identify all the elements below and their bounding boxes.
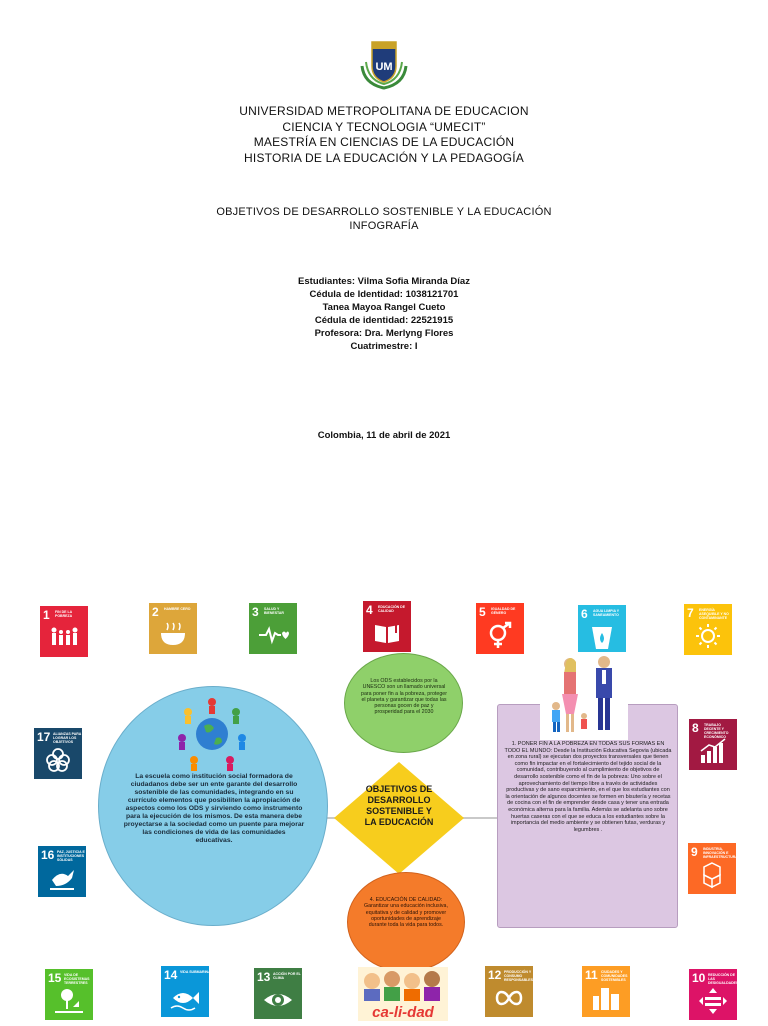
- sdg-tile-13: [254, 968, 302, 1019]
- sdg-label: INDUSTRIA, INNOVACIÓN E INFRAESTRUCTURA: [703, 847, 738, 859]
- sdg-label: VIDA DE ECOSISTEMAS TERRESTRES: [64, 973, 90, 985]
- sdg-number: 6: [581, 607, 588, 621]
- university-line: UNIVERSIDAD METROPOLITANA DE EDUCACION: [239, 104, 529, 118]
- dove-icon: [46, 864, 78, 892]
- student-line: Cédula de Identidad: 1038121701: [309, 289, 459, 300]
- central-title-diamond: [334, 762, 464, 874]
- city-icon: [590, 984, 622, 1012]
- sdg-number: 11: [585, 968, 598, 982]
- student-line: Profesora: Dra. Merlyng Flores: [314, 328, 454, 339]
- sdg-number: 4: [366, 603, 373, 617]
- sdg-tile-16: [38, 846, 86, 897]
- student-line: Cédula de identidad: 22521915: [314, 315, 454, 326]
- sdg-tile-6: [578, 605, 626, 656]
- quality-education-circle: [347, 872, 465, 972]
- tree-icon: [53, 987, 85, 1015]
- sdg-tile-10: [689, 969, 737, 1020]
- sdg-label: HAMBRE CERO: [164, 607, 191, 611]
- student-line: Estudiantes: Vilma Sofia Miranda Díaz: [298, 276, 470, 287]
- sdg-label: IGUALDAD DE GÉNERO: [491, 607, 516, 615]
- fish-icon: [169, 984, 201, 1012]
- students-block: [0, 275, 768, 353]
- logo-letters: UM: [375, 61, 393, 73]
- sdg-tile-15: [45, 969, 93, 1020]
- sdg-label: TRABAJO DECENTE Y CRECIMIENTO ECONÓMICO: [704, 723, 729, 739]
- topic-line: OBJETIVOS DE DESARROLLO SOSTENIBLE Y LA EDUCACIÓN: [216, 206, 552, 218]
- university-line: HISTORIA DE LA EDUCACIÓN Y LA PEDAGOGÍA: [244, 150, 524, 165]
- sdg-label: CIUDADES Y COMUNIDADES SOSTENIBLES: [601, 970, 628, 982]
- sdg-tile-8: [689, 719, 737, 770]
- book-icon: [371, 619, 403, 647]
- sdg-number: 13: [257, 970, 271, 984]
- sdg-label: EDUCACIÓN DE CALIDAD: [378, 605, 406, 613]
- sdg-number: 1: [43, 608, 50, 622]
- eye-globe-icon: [262, 986, 294, 1014]
- sdg-tile-11: [582, 966, 630, 1017]
- sdg-number: 16: [41, 848, 55, 862]
- kids-globe-illustration: [176, 694, 248, 772]
- sdg-label: AGUA LIMPIA Y SANEAMIENTO: [593, 609, 620, 617]
- sdg-number: 15: [48, 971, 62, 985]
- sdg-number: 5: [479, 605, 486, 619]
- sdg-tile-7: [684, 604, 732, 655]
- sdg-label: PRODUCCIÓN Y CONSUMO RESPONSABLES: [504, 970, 533, 982]
- sdg-label: PAZ, JUSTICIA E INSTITUCIONES SÓLIDAS: [57, 850, 85, 862]
- sdg-label: ACCIÓN POR EL CLIMA: [273, 972, 301, 980]
- sdg-tile-9: [688, 843, 736, 894]
- family-icon: [48, 624, 80, 652]
- sdg-tile-5: [476, 603, 524, 654]
- sdg-label: VIDA SUBMARINA: [180, 970, 211, 974]
- heartbeat-icon: [257, 621, 289, 649]
- university-line: MAESTRÍA EN CIENCIAS DE LA EDUCACIÓN: [253, 135, 515, 149]
- gender-icon: [484, 621, 516, 649]
- sdg-number: 3: [252, 605, 259, 619]
- sdg-number: 14: [164, 968, 178, 982]
- ods-definition-text: Los ODS establecidos por la UNESCO son un llamado universal para poner fin a la pobreza, proteger el planeta y garantizar que todas las personas gocen de paz y prosperidad para el 2030: [361, 678, 447, 716]
- bowl-icon: [157, 621, 189, 649]
- sdg-number: 17: [37, 730, 51, 744]
- equality-icon: [697, 987, 729, 1015]
- calidad-illustration: [358, 967, 448, 1021]
- student-line: Tanea Mayoa Rangel Cueto: [322, 302, 446, 313]
- calidad-word: ca-li-dad: [372, 1004, 434, 1021]
- sdg-tile-3: [249, 603, 297, 654]
- sdg-label: ENERGÍA ASEQUIBLE Y NO CONTAMINANTE: [699, 608, 729, 620]
- quality-education-text: 4. EDUCACIÓN DE CALIDAD: Garantizar una educación inclusiva, equitativa y de calidad y promover oportunidades de aprendizaje durante toda la vida para todos.: [364, 897, 448, 929]
- sdg-tile-1: [40, 606, 88, 657]
- student-line: Cuatrimestre: I: [350, 341, 418, 352]
- school-role-text: La escuela como institución social formadora de ciudadanos debe ser un ente garante del desarrollo sostenible de las comunidades, integrando en su currículo elementos que posibiliten la apropiación de aspectos como los ODS y sirviendo como instrumento para la ejecución de los mismos. De esta manera debe proyectarse a la sociedad como un puente para mejorar las condiciones de vida de las comunidades educativas.: [123, 773, 305, 844]
- sdg-tile-2: [149, 603, 197, 654]
- cubes-icon: [696, 861, 728, 889]
- water-icon: [586, 623, 618, 651]
- sdg-label: REDUCCIÓN DE LAS DESIGUALDADES: [708, 973, 739, 985]
- sdg-tile-12: [485, 966, 533, 1017]
- poverty-goal-text: 1. PONER FIN A LA POBREZA EN TODAS SUS FORMAS EN TODO EL MUNDO: Desde la Institución Educativa Segovia (ubicada en zona rural) se ejecutan dos proyectos transversales que tienen como fin impactar en el fortalecimiento del tejido social de la comunidad, contribuyendo al cumplimiento de objetivos de desarrollo sostenible como el fin de la pobreza: Uno sobre el aprovechamiento del tiempo libre a través de actividades productivas y de sano esparcimiento, en el que los estudiantes con la orientación de algunos docentes se formen en bisutería y recetas de cocina con el fin de emprender desde casa y tener una entrada económica alterna para la familia. Además se adelanta uno sobre huertas caseras con el que se educa a los estudiantes sobre la importancia del medio ambiente y se obtienen futas, verduras y legumbres .: [504, 741, 672, 833]
- topic-line: INFOGRAFÍA: [349, 220, 419, 232]
- sun-icon: [692, 622, 724, 650]
- sdg-number: 9: [691, 845, 698, 859]
- sdg-label: ALIANZAS PARA LOGRAR LOS OBJETIVOS: [53, 732, 82, 744]
- ods-definition-circle: [344, 653, 463, 753]
- sdg-number: 10: [692, 971, 706, 985]
- place-date: Colombia, 11 de abril de 2021: [317, 430, 451, 441]
- sdg-label: SALUD Y BIENESTAR: [264, 607, 284, 615]
- topic-block: [0, 205, 768, 233]
- sdg-tile-4: [363, 601, 411, 652]
- sdg-tile-17: [34, 728, 82, 779]
- university-line: CIENCIA Y TECNOLOGIA “UMECIT”: [282, 119, 486, 134]
- university-block: [0, 104, 768, 166]
- family-illustration: [540, 652, 628, 740]
- rings-icon: [42, 746, 74, 774]
- infinity-icon: [493, 984, 525, 1012]
- sdg-tile-14: [161, 966, 209, 1017]
- sdg-number: 8: [692, 721, 699, 735]
- growth-chart-icon: [697, 737, 729, 765]
- connector-right: [462, 817, 498, 819]
- sdg-label: FIN DE LA POBREZA: [55, 610, 73, 618]
- sdg-number: 2: [152, 605, 159, 619]
- university-logo: [358, 36, 410, 90]
- sdg-number: 12: [488, 968, 502, 982]
- sdg-number: 7: [687, 606, 694, 620]
- central-title: OBJETIVOS DE DESARROLLO SOSTENIBLE Y LA EDUCACIÓN: [364, 784, 434, 827]
